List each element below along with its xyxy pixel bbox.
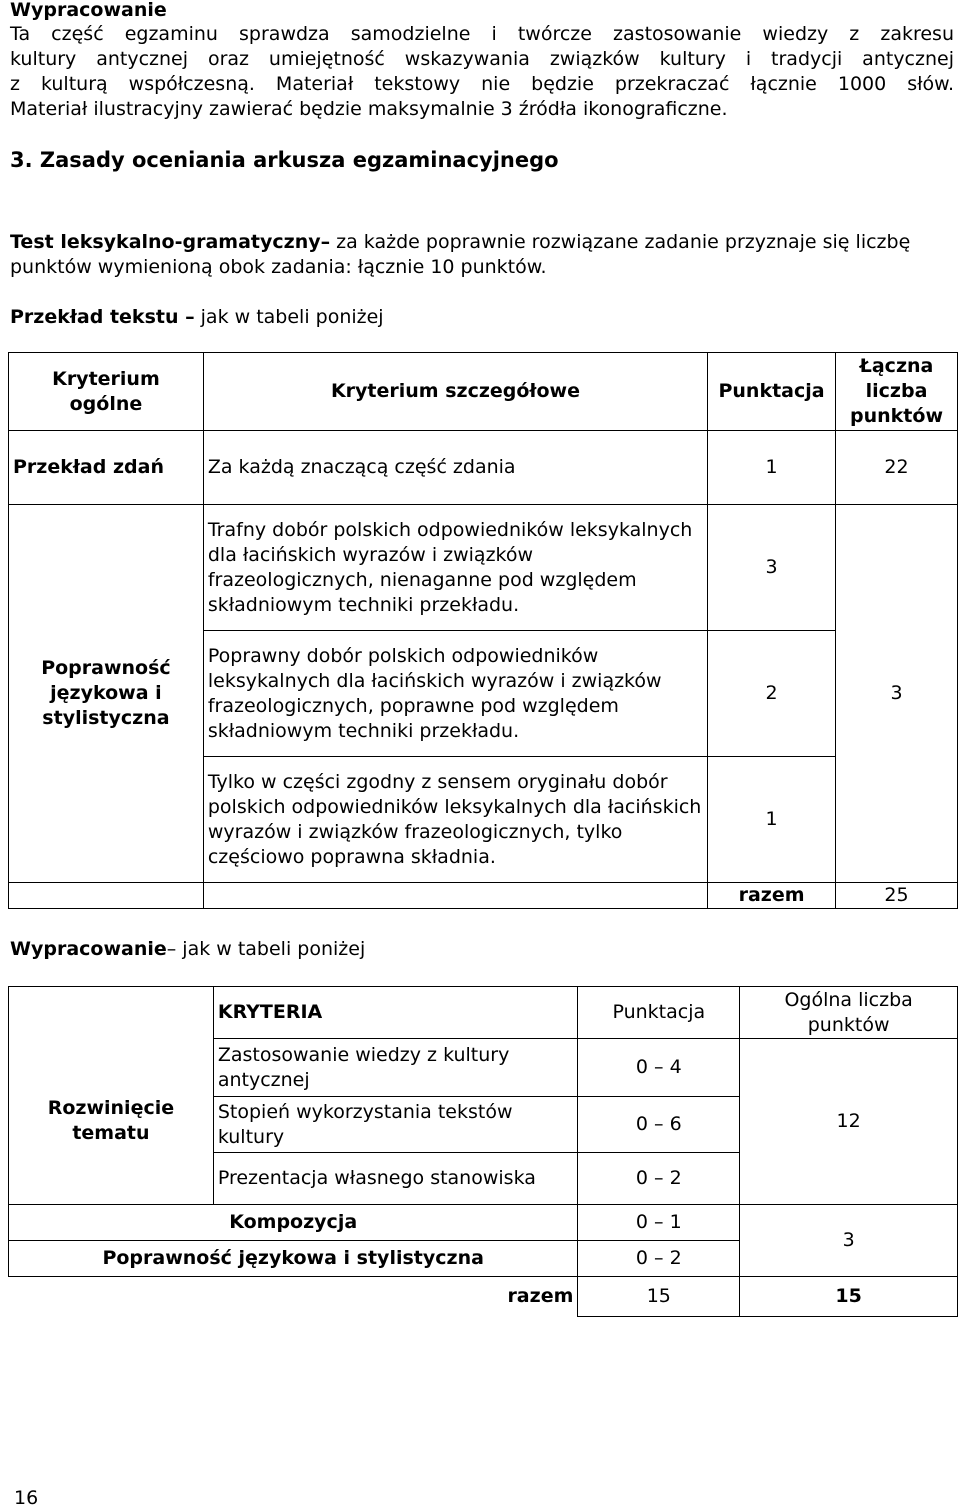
sum-points: 15	[578, 1277, 740, 1317]
intro-line: z kulturą współczesną. Materiał tekstowy nie będzie przekraczać łącznie 1000 słów.	[10, 73, 954, 95]
total-cell: 12	[740, 1039, 958, 1205]
detail-criterion: Poprawny dobór polskich odpowiedników leksykalnych dla łacińskich wyrazów i związków frazeologicznych, poprawne pod względem składniowym techniki przekładu.	[203, 631, 707, 757]
general-criterion: Przekład zdań	[9, 431, 204, 505]
points-cell: 1	[708, 757, 836, 883]
points-cell: 0 – 1	[578, 1205, 740, 1241]
header-cell: Kryterium szczegółowe	[203, 353, 707, 431]
essay-criteria-table	[8, 986, 958, 1317]
points-cell: 0 – 4	[578, 1039, 740, 1097]
wypracowanie-paragraph	[10, 937, 365, 962]
criterion-label: Poprawność językowa i stylistyczna	[9, 1241, 578, 1277]
header-cell: Ogólna liczba punktów	[740, 987, 958, 1039]
total-cell: 22	[836, 431, 958, 505]
header-cell: KRYTERIA	[213, 987, 578, 1039]
przeklad-text: jak w tabeli poniżej	[194, 306, 384, 328]
criterion-label: Prezentacja własnego stanowiska	[213, 1153, 578, 1205]
detail-criterion: Za każdą znaczącą część zdania	[203, 431, 707, 505]
section-title: 3. Zasady oceniania arkusza egzaminacyjnego	[10, 148, 559, 172]
test-paragraph	[10, 230, 954, 280]
table-header-row	[9, 353, 958, 431]
points-cell: 3	[708, 505, 836, 631]
header-cell: Łączna liczba punktów	[836, 353, 958, 431]
wypracowanie-text: – jak w tabeli poniżej	[166, 938, 366, 960]
points-cell: 0 – 2	[578, 1241, 740, 1277]
test-text: za każde poprawnie rozwiązane zadanie przyznaje się liczbę punktów wymienioną obok zadania: łącznie 10 punktów.	[10, 231, 911, 278]
table-header-row	[9, 987, 958, 1039]
header-cell: Punktacja	[578, 987, 740, 1039]
translation-criteria-table	[8, 352, 958, 909]
test-label: Test leksykalno-gramatyczny–	[10, 231, 331, 253]
criterion-label: Stopień wykorzystania tekstów kultury	[213, 1097, 578, 1153]
points-cell: 1	[708, 431, 836, 505]
przeklad-paragraph	[10, 305, 384, 330]
criterion-label: Zastosowanie wiedzy z kultury antycznej	[213, 1039, 578, 1097]
intro-line: Materiał ilustracyjny zawierać będzie maksymalnie 3 źródła ikonograficzne.	[10, 98, 728, 120]
detail-criterion: Tylko w części zgodny z sensem oryginału dobór polskich odpowiedników leksykalnych dla łacińskich wyrazów i związków frazeologicznych, tylko częściowo poprawna składnia.	[203, 757, 707, 883]
sum-label: razem	[213, 1277, 578, 1317]
table-row	[9, 1039, 958, 1097]
total-cell: 3	[836, 505, 958, 883]
detail-criterion: Trafny dobór polskich odpowiedników leksykalnych dla łacińskich wyrazów i związków frazeologicznych, nienaganne pod względem składniowym techniki przekładu.	[203, 505, 707, 631]
group-label: Rozwinięcie tematu	[9, 1039, 214, 1205]
przeklad-label: Przekład tekstu –	[10, 306, 195, 328]
header-cell: Punktacja	[708, 353, 836, 431]
points-cell: 0 – 2	[578, 1153, 740, 1205]
table-row	[9, 431, 958, 505]
intro-paragraph	[10, 22, 954, 122]
points-cell: 2	[708, 631, 836, 757]
general-criterion: Poprawność językowa i stylistyczna	[9, 505, 204, 883]
criterion-label: Kompozycja	[9, 1205, 578, 1241]
intro-line: kultury antycznej oraz umiejętność wskazywania związków kultury i tradycji antycznej	[10, 48, 954, 70]
sum-value: 25	[836, 883, 958, 909]
total-cell: 3	[740, 1205, 958, 1277]
intro-line: Ta część egzaminu sprawdza samodzielne i twórcze zastosowanie wiedzy z zakresu	[10, 23, 954, 45]
page-number: 16	[14, 1487, 39, 1509]
header-cell: Kryterium ogólne	[9, 353, 204, 431]
table-sum-row	[9, 883, 958, 909]
sum-total: 15	[740, 1277, 958, 1317]
wypracowanie-label: Wypracowanie	[10, 938, 167, 960]
table-row	[9, 1205, 958, 1241]
table-row	[9, 505, 958, 631]
table-sum-row	[9, 1277, 958, 1317]
heading: Wypracowanie	[10, 0, 167, 21]
sum-label: razem	[708, 883, 836, 909]
points-cell: 0 – 6	[578, 1097, 740, 1153]
